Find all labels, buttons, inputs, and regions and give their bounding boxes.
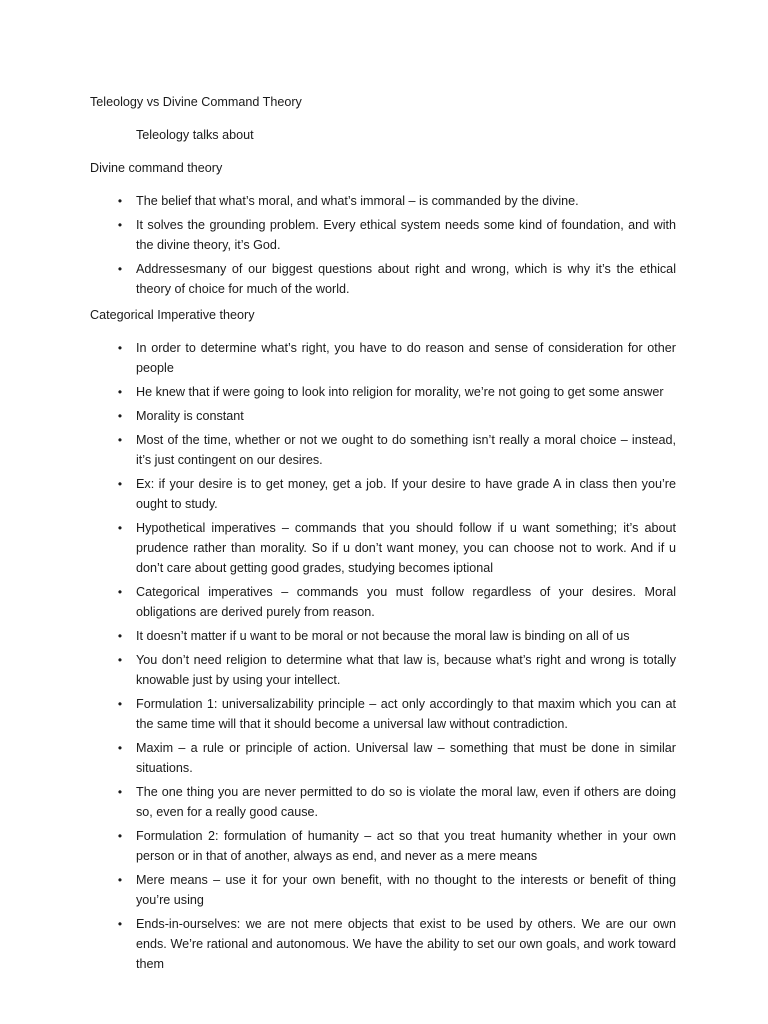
bullet-text: Ends-in-ourselves: we are not mere objects that exist to be used by others. We are our own ends. We’re rational and autonomous. We have the ability to set our own goals, and work toward them: [136, 916, 676, 971]
bullet-item: [0, 191, 768, 211]
bullet-text: Formulation 1: universalizability principle – act only accordingly to that maxim which you can at the same time will that it should become a universal law without contradiction.: [136, 696, 676, 731]
bullet-icon: •: [117, 740, 123, 755]
bullet-item: [0, 430, 768, 470]
bullet-item: [0, 650, 768, 690]
bullet-item: [0, 782, 768, 822]
bullet-item: [0, 215, 768, 255]
bullet-icon: •: [117, 261, 123, 276]
bullet-item: [0, 338, 768, 378]
bullet-text: Categorical imperatives – commands you must follow regardless of your desires. Moral obligations are derived purely from reason.: [136, 584, 676, 619]
bullet-item: [0, 259, 768, 299]
bullet-item: [0, 694, 768, 734]
bullet-text: The belief that what’s moral, and what’s immoral – is commanded by the divine.: [136, 194, 579, 208]
bullet-item: [0, 518, 768, 579]
bullet-text: You don’t need religion to determine what that law is, because what’s right and wrong is totally knowable just by using your intellect.: [136, 652, 676, 687]
document-title: Teleology vs Divine Command Theory: [90, 95, 302, 109]
bullet-text: Ex: if your desire is to get money, get a job. If your desire to have grade A in class then you’re ought to study.: [136, 476, 676, 511]
bullet-item: [0, 914, 768, 975]
categorical-imperative-heading: Categorical Imperative theory: [90, 308, 255, 322]
bullet-text: In order to determine what’s right, you have to do reason and sense of consideration for other people: [136, 341, 676, 376]
bullet-icon: •: [117, 872, 123, 887]
bullet-text: Morality is constant: [136, 408, 244, 423]
bullet-item: [0, 826, 768, 866]
bullet-item: [0, 474, 768, 514]
divine-command-heading: Divine command theory: [90, 161, 223, 175]
bullet-item: [0, 738, 768, 778]
bullet-text: Formulation 2: formulation of humanity – act so that you treat humanity whether in your own person or in that of another, always as end, and never as a mere means: [136, 828, 676, 863]
bullet-icon: •: [117, 408, 123, 423]
bullet-icon: •: [117, 385, 123, 399]
bullet-icon: •: [117, 916, 123, 931]
bullet-icon: •: [117, 696, 123, 711]
bullet-icon: •: [117, 784, 123, 799]
bullet-icon: •: [117, 341, 123, 355]
teleology-line: Teleology talks about: [136, 128, 254, 142]
bullet-item: [0, 382, 768, 402]
bullet-text: The one thing you are never permitted to do so is violate the moral law, even if others are doing so, even for a really good cause.: [136, 784, 676, 819]
bullet-text: It solves the grounding problem. Every ethical system needs some kind of foundation, and with the divine theory, it’s God.: [136, 217, 676, 252]
categorical-imperative-bullet-list: [0, 338, 768, 978]
bullet-icon: •: [117, 217, 123, 232]
bullet-icon: •: [117, 828, 123, 843]
bullet-text: It doesn’t matter if u want to be moral or not because the moral law is binding on all of us: [136, 628, 630, 643]
bullet-icon: •: [117, 194, 123, 208]
bullet-text: Mere means – use it for your own benefit, with no thought to the interests or benefit of thing you’re using: [136, 872, 676, 907]
bullet-icon: •: [117, 652, 123, 667]
bullet-icon: •: [117, 520, 123, 535]
bullet-icon: •: [117, 476, 123, 491]
bullet-item: [0, 626, 768, 646]
bullet-item: [0, 406, 768, 426]
bullet-item: [0, 870, 768, 910]
bullet-text: He knew that if were going to look into religion for morality, we’re not going to get some answer: [136, 385, 664, 399]
bullet-text: Addressesmany of our biggest questions about right and wrong, which is why it’s the ethical theory of choice for much of the world.: [136, 261, 676, 296]
bullet-item: [0, 582, 768, 622]
bullet-icon: •: [117, 628, 123, 643]
divine-command-bullet-list: [0, 191, 768, 303]
bullet-text: Maxim – a rule or principle of action. Universal law – something that must be done in similar situations.: [136, 740, 676, 775]
bullet-icon: •: [117, 432, 123, 447]
bullet-icon: •: [117, 584, 123, 599]
bullet-text: Most of the time, whether or not we ought to do something isn’t really a moral choice – instead, it’s just contingent on our desires.: [136, 432, 676, 467]
bullet-text: Hypothetical imperatives – commands that you should follow if u want something; it’s about prudence rather than morality. So if u don’t want money, you can choose not to work. And if u don’t care about getting good grades, studying becomes iptional: [136, 520, 676, 575]
